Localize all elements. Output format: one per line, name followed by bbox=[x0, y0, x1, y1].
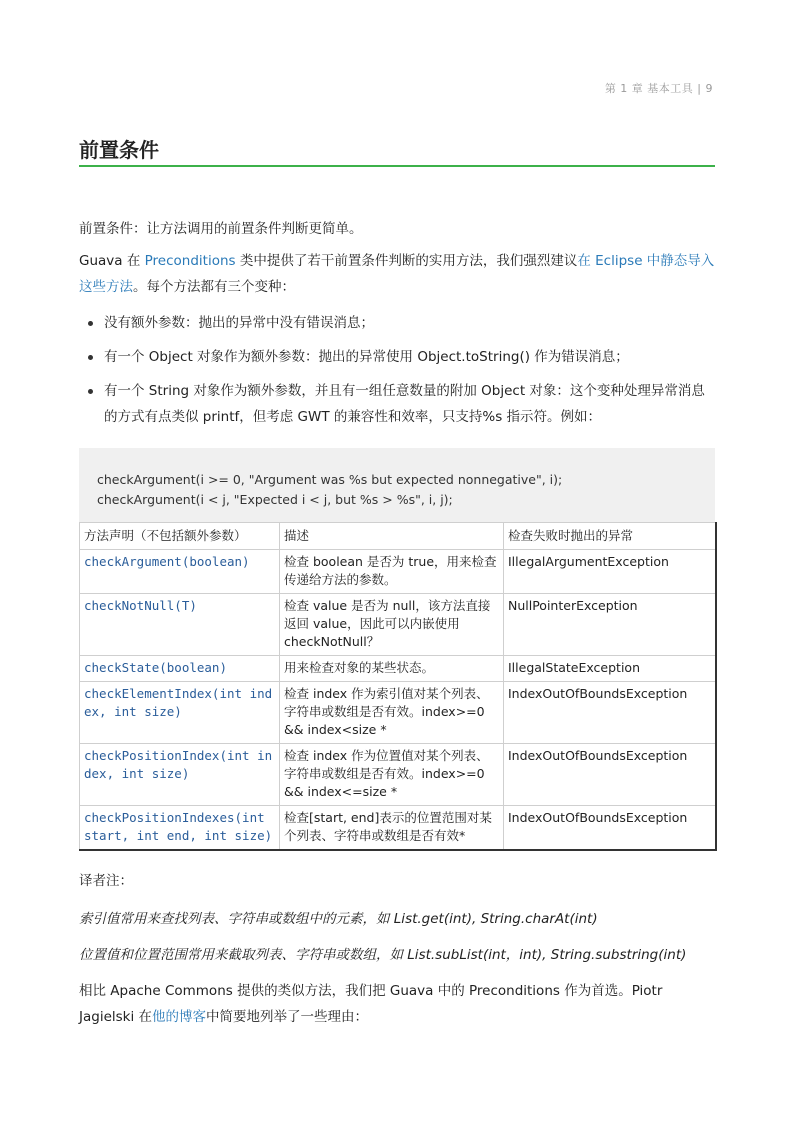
column-header-description: 描述 bbox=[280, 523, 504, 550]
intro-paragraph bbox=[79, 248, 715, 300]
intro-section bbox=[79, 216, 715, 438]
description-cell: 用来检查对象的某些状态。 bbox=[280, 656, 504, 682]
table-row bbox=[80, 682, 716, 744]
method-cell[interactable]: checkElementIndex(int index, int size) bbox=[80, 682, 280, 744]
blog-link[interactable]: 他的博客 bbox=[152, 1009, 207, 1025]
translator-notes bbox=[79, 868, 715, 1040]
method-cell[interactable]: checkPositionIndexes(int start, int end, int size) bbox=[80, 806, 280, 851]
table-row bbox=[80, 806, 716, 851]
intro-text-2: 类中提供了若干前置条件判断的实用方法，我们强烈建议 bbox=[235, 253, 578, 269]
table-row bbox=[80, 594, 716, 656]
eclipse-static-import-link[interactable]: 在 Eclipse 中静态导入这些方法 bbox=[79, 253, 715, 295]
method-cell[interactable]: checkArgument(boolean) bbox=[80, 550, 280, 594]
exception-cell: IndexOutOfBoundsException bbox=[504, 806, 716, 851]
column-header-method: 方法声明（不包括额外参数） bbox=[80, 523, 280, 550]
intro-text-3: 。每个方法都有三个变种： bbox=[133, 279, 295, 295]
description-cell: 检查[start, end]表示的位置范围对某个列表、字符串或数组是否有效* bbox=[280, 806, 504, 851]
method-cell[interactable]: checkState(boolean) bbox=[80, 656, 280, 682]
method-cell[interactable]: checkPositionIndex(int index, int size) bbox=[80, 744, 280, 806]
running-head: 第 1 章 基本工具 | 9 bbox=[604, 82, 713, 95]
preconditions-table bbox=[79, 522, 717, 851]
note-index: 索引值常用来查找列表、字符串或数组中的元素，如 List.get(int), String.charAt(int) bbox=[79, 911, 598, 927]
summary-paragraph: 前置条件：让方法调用的前置条件判断更简单。 bbox=[79, 221, 363, 237]
list-item: 没有额外参数：抛出的异常中没有错误消息； bbox=[104, 310, 715, 336]
table-row bbox=[80, 744, 716, 806]
intro-text-1: Guava 在 bbox=[79, 253, 145, 269]
closing-text-2: 中简要地列举了一些理由： bbox=[206, 1009, 369, 1025]
description-cell: 检查 boolean 是否为 true，用来检查传递给方法的参数。 bbox=[280, 550, 504, 594]
table-header-row bbox=[80, 523, 716, 550]
table-row bbox=[80, 656, 716, 682]
description-cell: 检查 index 作为位置值对某个列表、字符串或数组是否有效。index>=0 && index<=size * bbox=[280, 744, 504, 806]
exception-cell: IndexOutOfBoundsException bbox=[504, 744, 716, 806]
exception-cell: NullPointerException bbox=[504, 594, 716, 656]
code-line: checkArgument(i < j, "Expected i < j, but %s > %s", i, j); bbox=[97, 492, 453, 507]
code-line: checkArgument(i >= 0, "Argument was %s but expected nonnegative", i); bbox=[97, 472, 563, 487]
preconditions-link[interactable]: Preconditions bbox=[144, 253, 236, 269]
column-header-exception: 检查失败时抛出的异常 bbox=[504, 523, 716, 550]
notes-label: 译者注： bbox=[79, 873, 133, 889]
variant-list bbox=[79, 310, 715, 430]
description-cell: 检查 value 是否为 null，该方法直接返回 value，因此可以内嵌使用 checkNotNull？ bbox=[280, 594, 504, 656]
method-cell[interactable]: checkNotNull(T) bbox=[80, 594, 280, 656]
note-position: 位置值和位置范围常用来截取列表、字符串或数组，如 List.subList(int，int), String.substring(int) bbox=[79, 947, 687, 963]
exception-cell: IndexOutOfBoundsException bbox=[504, 682, 716, 744]
description-cell: 检查 index 作为索引值对某个列表、字符串或数组是否有效。index>=0 && index<size * bbox=[280, 682, 504, 744]
closing-text-1: 相比 Apache Commons 提供的类似方法，我们把 Guava 中的 Preconditions 作为首选。Piotr Jagielski 在 bbox=[79, 983, 663, 1025]
exception-cell: IllegalStateException bbox=[504, 656, 716, 682]
title-divider bbox=[79, 165, 715, 167]
section-title: 前置条件 bbox=[79, 138, 159, 162]
exception-cell: IllegalArgumentException bbox=[504, 550, 716, 594]
closing-paragraph bbox=[79, 978, 715, 1030]
list-item: 有一个 String 对象作为额外参数，并且有一组任意数量的附加 Object 对象：这个变种处理异常消息的方式有点类似 printf，但考虑 GWT 的兼容性和效率，只支持%s 指示符。例如： bbox=[104, 378, 715, 430]
code-example bbox=[79, 448, 715, 522]
table-row bbox=[80, 550, 716, 594]
list-item: 有一个 Object 对象作为额外参数：抛出的异常使用 Object.toString() 作为错误消息； bbox=[104, 344, 715, 370]
